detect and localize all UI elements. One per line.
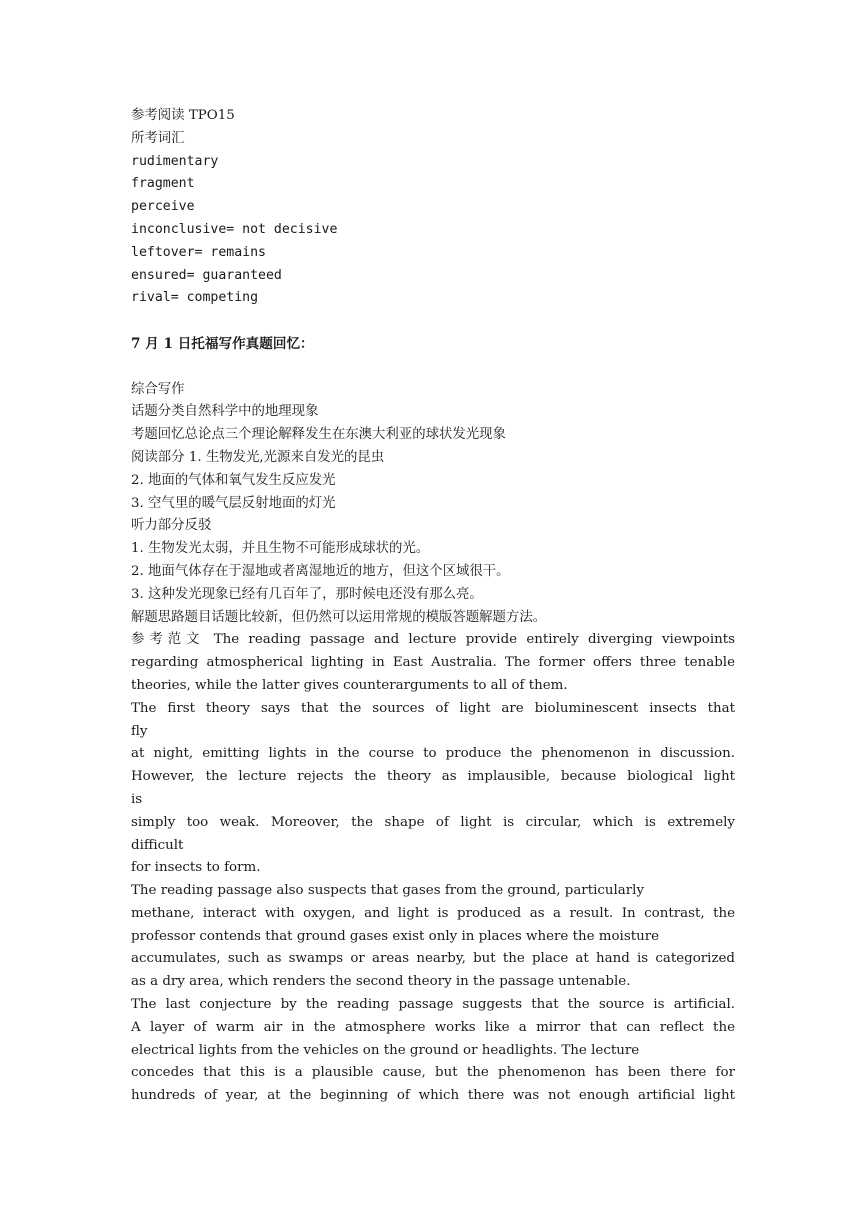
document-page [131,105,735,1108]
intro-line: 话题分类自然科学中的地理现象 [131,404,319,420]
essay-line: difficult [131,837,184,853]
intro-line: 2. 地面气体存在于湿地或者离湿地近的地方，但这个区域很干。 [131,563,510,579]
reference-reading-label: 参考阅读 TPO15 [131,108,235,123]
essay-line: fly [131,723,148,739]
vocab-title: 所考词汇 [131,130,185,146]
spacer [131,310,735,333]
spacer [131,356,735,379]
vocab-item: fragment [131,176,195,192]
essay-line: methane, interact with oxygen, and light is produced as a result. In contrast, the [131,905,735,921]
intro-line: 综合写作 [131,381,185,397]
intro-line: 3. 这种发光现象已经有几百年了，那时候电还没有那么亮。 [131,586,483,602]
intro-line: 考题回忆总论点三个理论解释发生在东澳大利亚的球状发光现象 [131,427,506,443]
vocab-item: perceive [131,199,195,215]
intro-line: 解题思路题目话题比较新，但仍然可以运用常规的模版答题解题方法。 [131,609,547,625]
essay-line: as a dry area, which renders the second theory in the passage untenable. [131,974,631,990]
intro-line: 2. 地面的气体和氧气发生反应发光 [131,472,336,488]
essay-line: at night, emitting lights in the course to produce the phenomenon in discussion. [131,746,735,762]
section-title: 7 月 1 日托福写作真题回忆： [131,335,314,352]
intro-line: 1. 生物发光太弱，并且生物不可能形成球状的光。 [131,541,430,557]
essay-line: professor contends that ground gases exist only in places where the moisture [131,928,660,944]
essay-line: theories, while the latter gives counterarguments to all of them. [131,677,568,693]
intro-line: 3. 空气里的暖气层反射地面的灯光 [131,495,336,511]
essay-line: However, the lecture rejects the theory as implausible, because biological light [131,769,735,785]
intro-line: 阅读部分 1. 生物发光,光源来自发光的昆虫 [131,449,385,465]
essay-line: hundreds of year, at the beginning of which there was not enough artificial light [131,1088,735,1104]
essay-line: The first theory says that the sources of light are bioluminescent insects that [131,700,735,716]
essay-line: The reading passage also suspects that gases from the ground, particularly [131,883,645,899]
essay-line: A layer of warm air in the atmosphere works like a mirror that can reflect the [131,1019,735,1035]
essay-line: regarding atmospherical lighting in East Australia. The former offers three tenable [131,655,735,671]
essay-line: simply too weak. Moreover, the shape of light is circular, which is extremely [131,814,735,830]
vocab-item: rudimentary [131,153,219,169]
essay-line: accumulates, such as swamps or areas nearby, but the place at hand is categorized [131,951,735,967]
essay-line: is [131,791,143,807]
vocab-item: leftover= remains [131,244,266,260]
essay-line: electrical lights from the vehicles on the ground or headlights. The lecture [131,1042,640,1058]
essay-line: 参考范文 The reading passage and lecture provide entirely diverging viewpoints [131,632,735,648]
essay-line: The last conjecture by the reading passage suggests that the source is artificial. [131,997,735,1013]
intro-line: 听力部分反驳 [131,518,212,534]
vocab-item: ensured= guaranteed [131,267,282,283]
essay-line: for insects to form. [131,860,261,876]
vocab-item: rival= competing [131,290,259,306]
vocab-item: inconclusive= not decisive [131,221,338,237]
essay-line: concedes that this is a plausible cause, but the phenomenon has been there for [131,1065,735,1081]
